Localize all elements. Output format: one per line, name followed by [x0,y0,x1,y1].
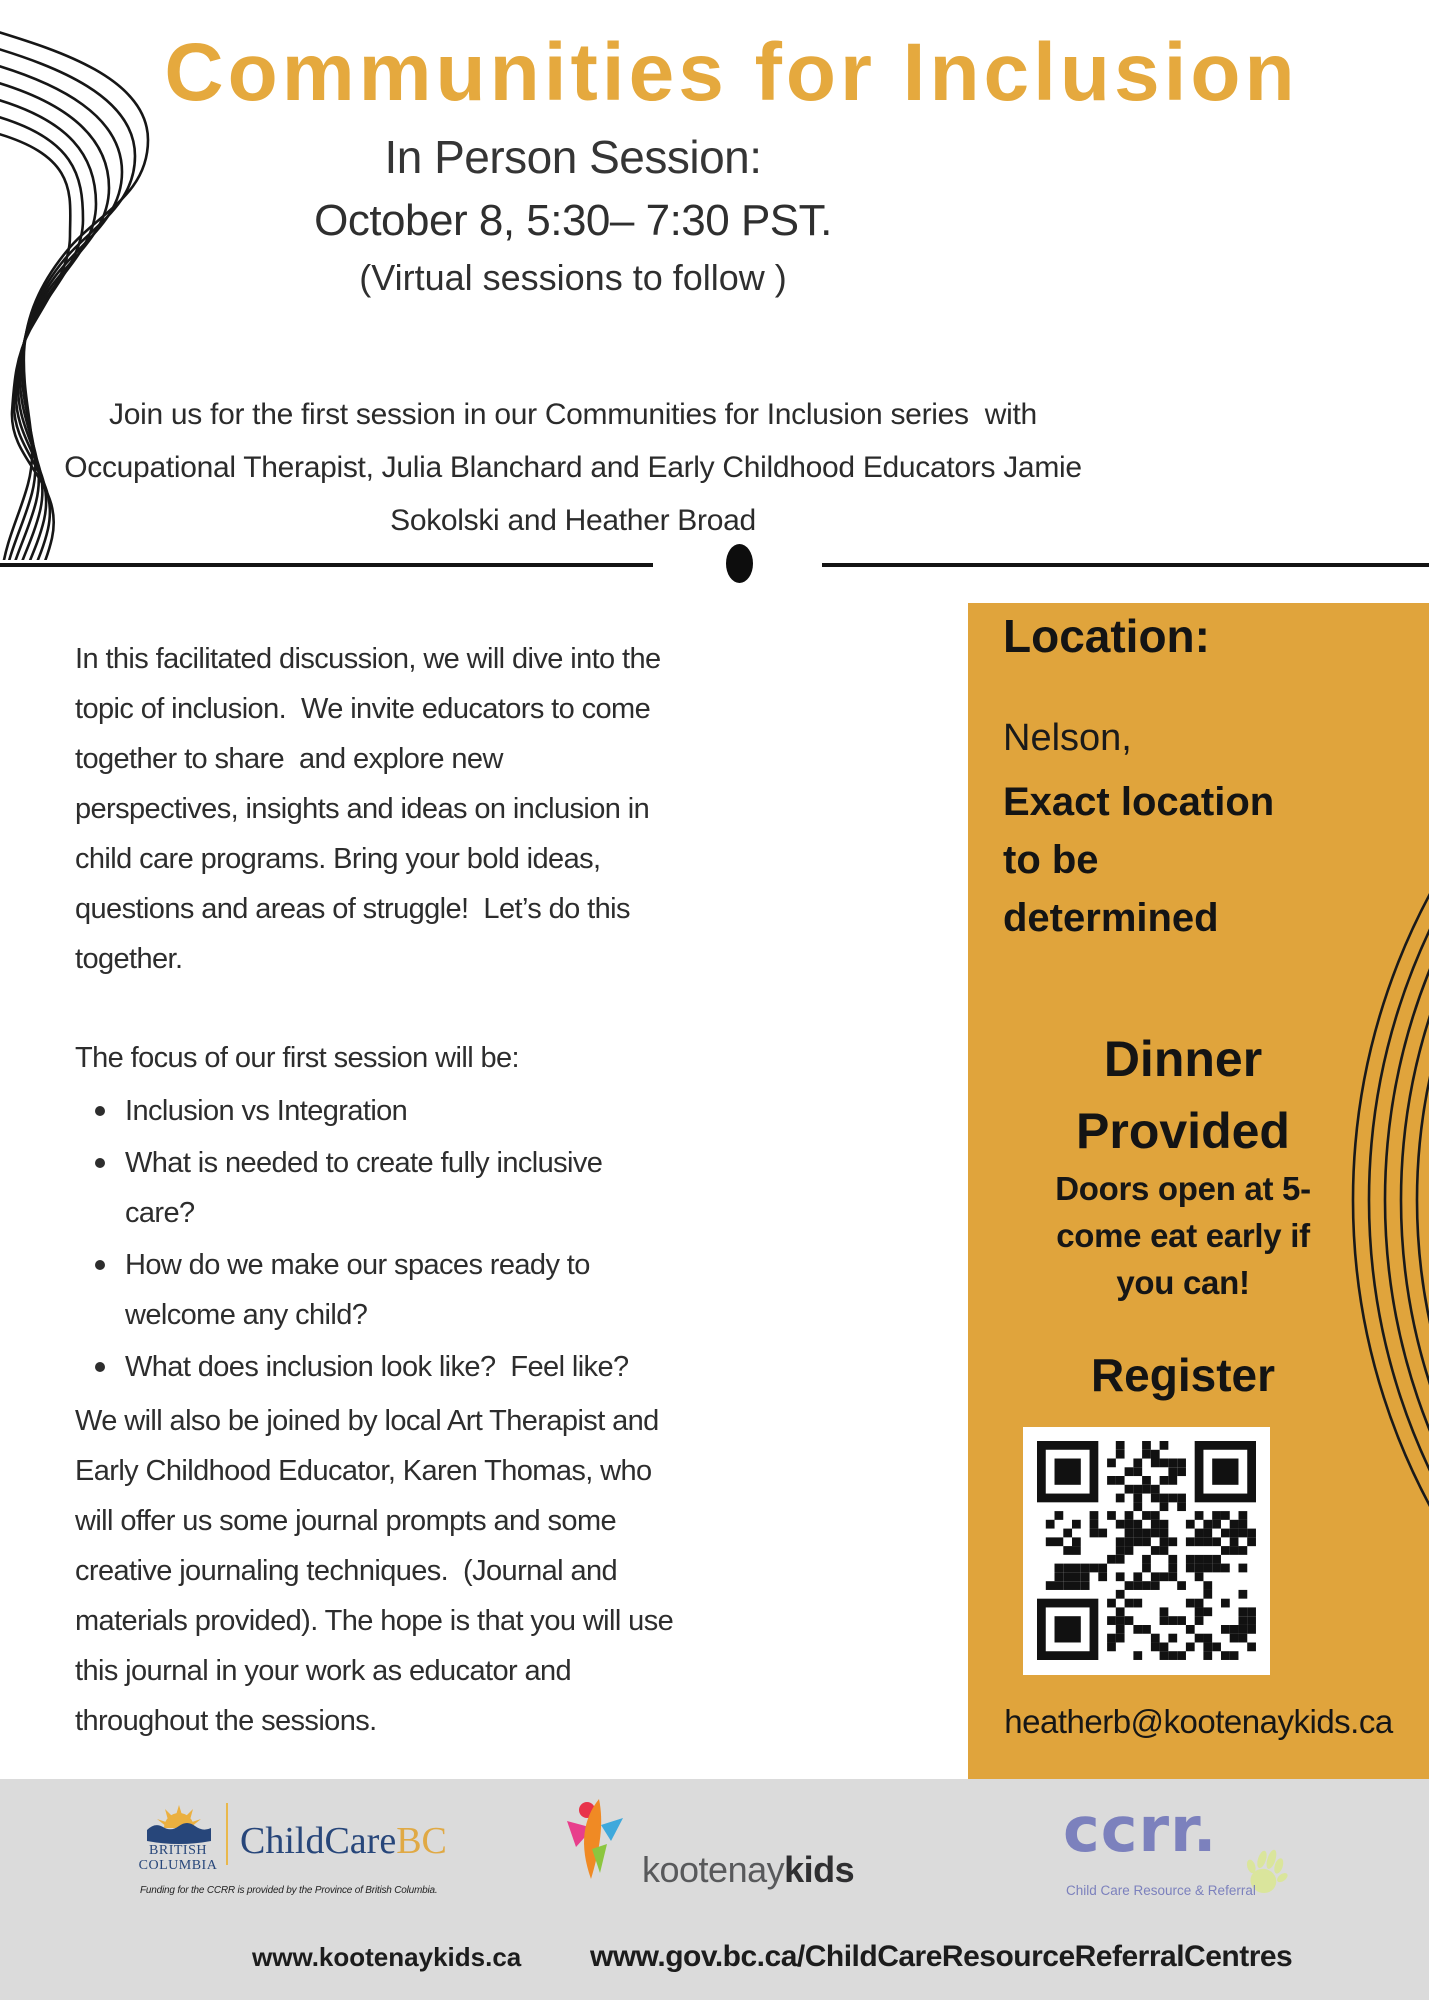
divider-dot [726,544,753,583]
focus-bullet-item: Inclusion vs Integration [88,1086,650,1136]
focus-heading: The focus of our first session will be: [75,1042,520,1074]
session-heading: In Person Session: [384,131,762,183]
body-paragraph-2 [75,1396,673,1746]
kootenay-text: kootenay [642,1849,785,1890]
session-datetime: October 8, 5:30– 7:30 PST. [314,196,832,245]
paragraph-line: together. [75,943,183,975]
bc-logo-divider [226,1803,228,1865]
register-heading: Register [1090,1349,1276,1401]
register-email: heatherb@kootenaykids.ca [1004,1703,1393,1740]
location-detail-line: determined [1003,896,1219,940]
dinner-heading-line: Provided [1076,1103,1290,1159]
intro-line: Occupational Therapist, Julia Blanchard and Early Childhood Educators Jamie [64,451,1082,484]
dinner-note-line: come eat early if [1056,1217,1310,1254]
location-heading: Location: [1003,610,1210,662]
bc-sunrise-logo-icon [147,1801,211,1845]
ccrr-tagline: Child Care Resource & Referral [1066,1883,1256,1898]
location-detail-line: to be [1003,838,1099,882]
intro-line: Sokolski and Heather Broad [390,504,756,537]
focus-bullet-item: What is needed to create fully inclusive care? [88,1138,650,1238]
focus-bullet-item: How do we make our spaces ready to welcome any child? [88,1240,650,1340]
footer [0,1779,1429,2000]
childcarebc-brand [240,1819,447,1863]
location-detail-line: Exact location [1003,780,1275,824]
ccrr-wordmark: ccrr. [1063,1793,1218,1866]
page-title: Communities for Inclusion [164,27,1299,118]
bc-region-line2: COLUMBIA [138,1858,218,1873]
paragraph-line: Early Childhood Educator, Karen Thomas, who [75,1455,652,1487]
childcarebc-brand-suffix: BC [396,1820,447,1862]
kootenaykids-figure-icon [565,1797,627,1881]
divider-line-right [822,563,1429,567]
session-note: (Virtual sessions to follow ) [359,257,787,298]
dinner-note-line: Doors open at 5- [1055,1170,1311,1207]
dinner-note-line: you can! [1116,1264,1250,1301]
body-paragraph-1 [75,634,661,984]
location-detail [1003,773,1274,947]
kids-text: kids [784,1849,855,1890]
dinner-heading-line: Dinner [1103,1031,1263,1087]
paragraph-line: In this facilitated discussion, we will dive into the [75,643,661,675]
focus-bullet-item: What does inclusion look like? Feel like? [88,1342,650,1392]
paragraph-line: materials provided). The hope is that you will use [75,1605,674,1637]
paragraph-line: together to share and explore new [75,743,503,775]
paragraph-line: perspectives, insights and ideas on inclusion in [75,793,650,825]
dinner-heading [968,1023,1398,1167]
divider-line-left [0,563,653,567]
dinner-note [968,1165,1398,1306]
kootenaykids-wordmark [642,1849,854,1891]
paragraph-line: We will also be joined by local Art Therapist and [75,1405,659,1437]
paragraph-line: throughout the sessions. [75,1705,377,1737]
paragraph-line: questions and areas of struggle! Let’s do this [75,893,630,925]
paragraph-line: this journal in your work as educator and [75,1655,572,1687]
bc-region-name [128,1843,228,1873]
location-city: Nelson, [1003,717,1132,759]
paragraph-line: child care programs. Bring your bold ideas, [75,843,601,875]
paragraph-line: will offer us some journal prompts and some [75,1505,617,1537]
focus-bullet-list [88,1086,653,1394]
intro-line: Join us for the first session in our Communities for Inclusion series with [109,398,1037,431]
bc-region-line1: BRITISH [149,1843,207,1858]
intro-paragraph [0,388,1146,547]
footer-link-govbc: www.gov.bc.ca/ChildCareResourceReferralCentres [590,1940,1293,1973]
bc-funding-tagline: Funding for the CCRR is provided by the Province of British Columbia. [140,1885,438,1896]
childcarebc-brand-main: ChildCare [240,1820,397,1862]
footer-link-kootenaykids: www.kootenaykids.ca [252,1942,522,1972]
paragraph-line: creative journaling techniques. (Journal and [75,1555,618,1587]
info-panel [968,603,1429,1779]
paragraph-line: topic of inclusion. We invite educators to come [75,693,651,725]
qr-code [1023,1427,1270,1675]
